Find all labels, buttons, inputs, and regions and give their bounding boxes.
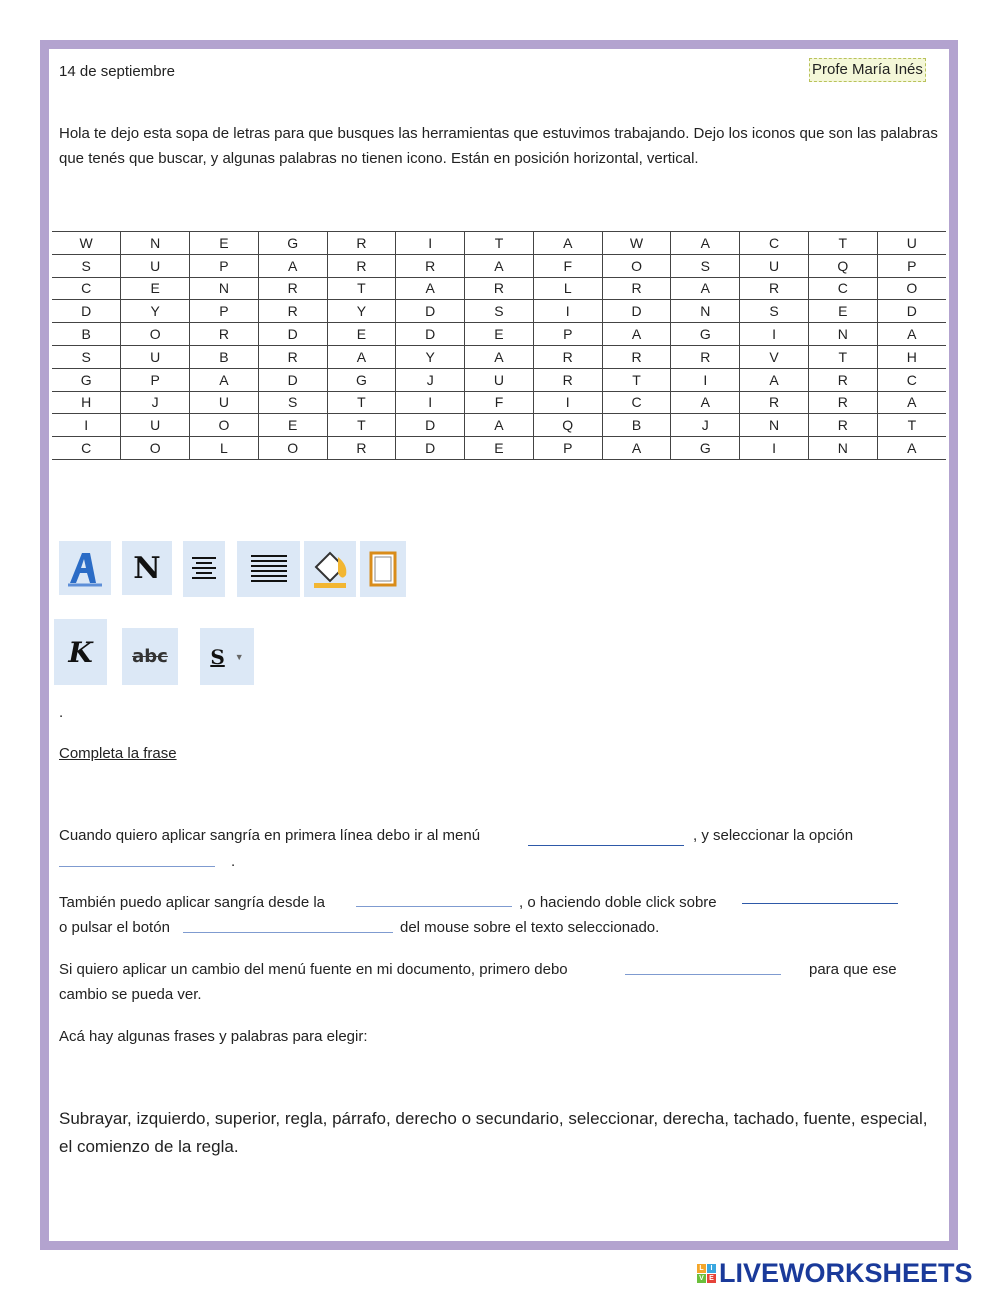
grid-cell[interactable]: D xyxy=(396,414,465,437)
grid-cell[interactable]: G xyxy=(671,437,740,460)
grid-cell[interactable]: A xyxy=(740,368,809,391)
grid-cell[interactable]: U xyxy=(190,391,259,414)
grid-cell[interactable]: J xyxy=(121,391,190,414)
grid-cell[interactable]: A xyxy=(258,254,327,277)
grid-cell[interactable]: N xyxy=(740,414,809,437)
grid-cell[interactable]: C xyxy=(52,437,121,460)
chevron-down-icon: ▼ xyxy=(234,651,244,662)
grid-row xyxy=(52,437,946,460)
logo-letter-e: E xyxy=(707,1274,716,1283)
sentence-3-part-c: cambio se pueda ver. xyxy=(59,986,202,1003)
sentence-2-part-b: , o haciendo doble click sobre xyxy=(519,894,717,911)
grid-cell[interactable]: L xyxy=(190,437,259,460)
dot-mark: . xyxy=(59,704,64,721)
bold-icon-glyph: N xyxy=(133,550,161,586)
grid-cell[interactable]: P xyxy=(877,254,946,277)
grid-cell[interactable]: A xyxy=(465,254,534,277)
grid-row xyxy=(52,254,946,277)
grid-cell[interactable]: I xyxy=(533,391,602,414)
font-color-icon xyxy=(59,541,111,595)
grid-cell[interactable]: P xyxy=(533,437,602,460)
teacher-label: Profe María Inés xyxy=(809,58,926,82)
grid-cell[interactable]: R xyxy=(533,345,602,368)
underline-icon xyxy=(200,628,254,685)
grid-cell[interactable]: D xyxy=(396,300,465,323)
grid-cell[interactable]: R xyxy=(327,232,396,255)
sentence-1-part-a: Cuando quiero aplicar sangría en primera línea debo ir al menú xyxy=(59,827,481,844)
grid-row xyxy=(52,368,946,391)
grid-cell[interactable]: Q xyxy=(808,254,877,277)
grid-cell[interactable]: R xyxy=(258,345,327,368)
grid-cell[interactable]: J xyxy=(396,368,465,391)
grid-cell[interactable]: N xyxy=(808,437,877,460)
grid-cell[interactable]: Y xyxy=(396,345,465,368)
grid-cell[interactable]: W xyxy=(602,232,671,255)
grid-cell[interactable]: A xyxy=(190,368,259,391)
logo-letter-v: V xyxy=(697,1274,706,1283)
grid-cell[interactable]: O xyxy=(190,414,259,437)
sentence-3-part-a: Si quiero aplicar un cambio del menú fuente en mi documento, primero debo xyxy=(59,961,568,978)
date-label: 14 de septiembre xyxy=(59,63,175,80)
grid-cell[interactable]: P xyxy=(190,300,259,323)
blank-3-ruler[interactable] xyxy=(356,906,512,907)
grid-cell[interactable]: R xyxy=(258,277,327,300)
grid-cell[interactable]: P xyxy=(190,254,259,277)
justify-icon xyxy=(237,541,300,597)
grid-cell[interactable]: A xyxy=(533,232,602,255)
grid-cell[interactable]: D xyxy=(602,300,671,323)
grid-cell[interactable]: T xyxy=(465,232,534,255)
grid-cell[interactable]: Y xyxy=(121,300,190,323)
sentence-2-part-d: del mouse sobre el texto seleccionado. xyxy=(400,919,660,936)
grid-cell[interactable]: R xyxy=(740,277,809,300)
grid-cell[interactable]: R xyxy=(671,345,740,368)
grid-cell[interactable]: Q xyxy=(533,414,602,437)
blank-4-double-click[interactable] xyxy=(742,903,898,904)
grid-cell[interactable]: R xyxy=(602,345,671,368)
underline-icon-glyph: S xyxy=(210,644,225,669)
grid-cell[interactable]: E xyxy=(465,323,534,346)
grid-cell[interactable]: T xyxy=(327,414,396,437)
blank-6-select[interactable] xyxy=(625,974,781,975)
intro-text: Hola te dejo esta sopa de letras para que busques las herramientas que estuvimos trabajando. Dejo los iconos que son las palabras que tenés que buscar, y algunas palabras no tienen icono. Están en posición horizontal, vertical. xyxy=(59,125,938,167)
grid-cell[interactable]: R xyxy=(808,414,877,437)
grid-cell[interactable]: D xyxy=(396,323,465,346)
blank-1-menu[interactable] xyxy=(528,845,684,846)
grid-cell[interactable]: D xyxy=(258,368,327,391)
grid-cell[interactable]: N xyxy=(808,323,877,346)
word-search-grid xyxy=(52,231,946,460)
grid-cell[interactable]: Y xyxy=(327,300,396,323)
grid-cell[interactable]: U xyxy=(877,232,946,255)
logo-icon xyxy=(697,1264,716,1283)
grid-cell[interactable]: U xyxy=(121,345,190,368)
blank-5-button[interactable] xyxy=(183,932,393,933)
brand-name: LIVEWORKSHEETS xyxy=(719,1258,973,1288)
grid-cell[interactable]: R xyxy=(602,277,671,300)
grid-cell[interactable]: A xyxy=(671,277,740,300)
grid-cell[interactable]: T xyxy=(808,345,877,368)
grid-cell[interactable]: R xyxy=(740,391,809,414)
grid-cell[interactable]: R xyxy=(465,277,534,300)
grid-cell[interactable]: G xyxy=(671,323,740,346)
grid-cell[interactable]: B xyxy=(52,323,121,346)
center-align-icon xyxy=(183,541,225,597)
grid-cell[interactable]: O xyxy=(602,254,671,277)
grid-cell[interactable]: T xyxy=(602,368,671,391)
grid-cell[interactable]: S xyxy=(465,300,534,323)
grid-cell[interactable]: O xyxy=(877,277,946,300)
logo-letter-l: L xyxy=(697,1264,706,1273)
grid-cell[interactable]: H xyxy=(877,345,946,368)
grid-cell[interactable]: I xyxy=(52,414,121,437)
grid-cell[interactable]: I xyxy=(740,437,809,460)
grid-cell[interactable]: G xyxy=(327,368,396,391)
logo-letter-i: I xyxy=(707,1264,716,1273)
grid-cell[interactable]: A xyxy=(396,277,465,300)
italic-icon-glyph: K xyxy=(68,635,93,669)
grid-cell[interactable]: E xyxy=(190,232,259,255)
grid-row xyxy=(52,232,946,255)
grid-cell[interactable]: A xyxy=(671,232,740,255)
grid-cell[interactable]: A xyxy=(877,323,946,346)
grid-cell[interactable]: A xyxy=(671,391,740,414)
grid-cell[interactable]: E xyxy=(121,277,190,300)
grid-cell[interactable]: G xyxy=(258,232,327,255)
liveworksheets-logo xyxy=(697,1258,973,1289)
sentence-2-part-c: o pulsar el botón xyxy=(59,919,170,936)
sentence-3-part-b: para que ese xyxy=(809,961,897,978)
grid-cell[interactable]: T xyxy=(808,232,877,255)
word-bank: Subrayar, izquierdo, superior, regla, párrafo, derecho o secundario, seleccionar, derecha, tachado, fuente, especial, el comienzo de la regla. xyxy=(59,1109,928,1156)
sentence-1-part-c: . xyxy=(231,853,236,870)
grid-cell[interactable]: N xyxy=(121,232,190,255)
grid-cell[interactable]: O xyxy=(121,437,190,460)
grid-cell[interactable]: I xyxy=(740,323,809,346)
grid-cell[interactable]: A xyxy=(877,391,946,414)
page-border-icon xyxy=(360,541,406,597)
grid-row xyxy=(52,345,946,368)
grid-cell[interactable]: L xyxy=(533,277,602,300)
grid-cell[interactable]: R xyxy=(190,323,259,346)
grid-cell[interactable]: R xyxy=(396,254,465,277)
grid-cell[interactable]: C xyxy=(740,232,809,255)
grid-cell[interactable]: R xyxy=(808,368,877,391)
grid-cell[interactable]: V xyxy=(740,345,809,368)
grid-row xyxy=(52,391,946,414)
grid-cell[interactable]: S xyxy=(740,300,809,323)
grid-cell[interactable]: S xyxy=(52,345,121,368)
italic-icon xyxy=(54,619,107,685)
grid-cell[interactable]: C xyxy=(52,277,121,300)
grid-cell[interactable]: D xyxy=(52,300,121,323)
grid-cell[interactable]: U xyxy=(740,254,809,277)
grid-cell[interactable]: E xyxy=(808,300,877,323)
fill-color-icon xyxy=(304,541,356,597)
grid-row xyxy=(52,277,946,300)
grid-row xyxy=(52,323,946,346)
grid-cell[interactable]: U xyxy=(121,254,190,277)
grid-cell[interactable]: T xyxy=(877,414,946,437)
grid-cell[interactable]: O xyxy=(121,323,190,346)
grid-cell[interactable]: W xyxy=(52,232,121,255)
grid-cell[interactable]: I xyxy=(671,368,740,391)
grid-cell[interactable]: E xyxy=(258,414,327,437)
grid-cell[interactable]: R xyxy=(808,391,877,414)
grid-cell[interactable]: D xyxy=(396,437,465,460)
grid-cell[interactable]: I xyxy=(396,232,465,255)
strikethrough-icon-glyph: abc xyxy=(132,646,168,667)
grid-cell[interactable]: B xyxy=(190,345,259,368)
sentence-1-part-b: , y seleccionar la opción xyxy=(693,827,854,844)
grid-cell[interactable]: J xyxy=(671,414,740,437)
grid-cell[interactable]: E xyxy=(465,437,534,460)
grid-cell[interactable]: N xyxy=(190,277,259,300)
grid-cell[interactable]: I xyxy=(396,391,465,414)
grid-cell[interactable]: R xyxy=(327,437,396,460)
grid-cell[interactable]: A xyxy=(327,345,396,368)
grid-cell[interactable]: A xyxy=(465,345,534,368)
section-title: Completa la frase xyxy=(59,745,177,762)
grid-cell[interactable]: R xyxy=(327,254,396,277)
grid-cell[interactable]: I xyxy=(533,300,602,323)
grid-cell[interactable]: P xyxy=(533,323,602,346)
grid-cell[interactable]: B xyxy=(602,414,671,437)
grid-cell[interactable]: G xyxy=(52,368,121,391)
grid-cell[interactable]: P xyxy=(121,368,190,391)
grid-cell[interactable]: A xyxy=(877,437,946,460)
grid-cell[interactable]: S xyxy=(258,391,327,414)
grid-cell[interactable]: C xyxy=(877,368,946,391)
sentence-2-part-a: También puedo aplicar sangría desde la xyxy=(59,894,326,911)
grid-cell[interactable]: S xyxy=(52,254,121,277)
grid-cell[interactable]: T xyxy=(327,277,396,300)
choices-intro: Acá hay algunas frases y palabras para elegir: xyxy=(59,1028,368,1045)
grid-cell[interactable]: A xyxy=(602,437,671,460)
grid-cell[interactable]: A xyxy=(465,414,534,437)
grid-row xyxy=(52,300,946,323)
blank-2-option[interactable] xyxy=(59,866,215,867)
grid-cell[interactable]: C xyxy=(808,277,877,300)
grid-cell[interactable]: D xyxy=(877,300,946,323)
grid-cell[interactable]: O xyxy=(258,437,327,460)
grid-cell[interactable]: C xyxy=(602,391,671,414)
grid-cell[interactable]: R xyxy=(258,300,327,323)
grid-row xyxy=(52,414,946,437)
grid-cell[interactable]: D xyxy=(258,323,327,346)
strikethrough-icon xyxy=(122,628,178,685)
grid-cell[interactable]: S xyxy=(671,254,740,277)
bold-icon xyxy=(122,541,172,595)
grid-cell[interactable]: T xyxy=(327,391,396,414)
grid-cell[interactable]: A xyxy=(602,323,671,346)
grid-cell[interactable]: U xyxy=(465,368,534,391)
grid-cell[interactable]: U xyxy=(121,414,190,437)
grid-cell[interactable]: N xyxy=(671,300,740,323)
grid-cell[interactable]: E xyxy=(327,323,396,346)
grid-cell[interactable]: F xyxy=(465,391,534,414)
grid-cell[interactable]: F xyxy=(533,254,602,277)
grid-cell[interactable]: R xyxy=(533,368,602,391)
grid-cell[interactable]: H xyxy=(52,391,121,414)
